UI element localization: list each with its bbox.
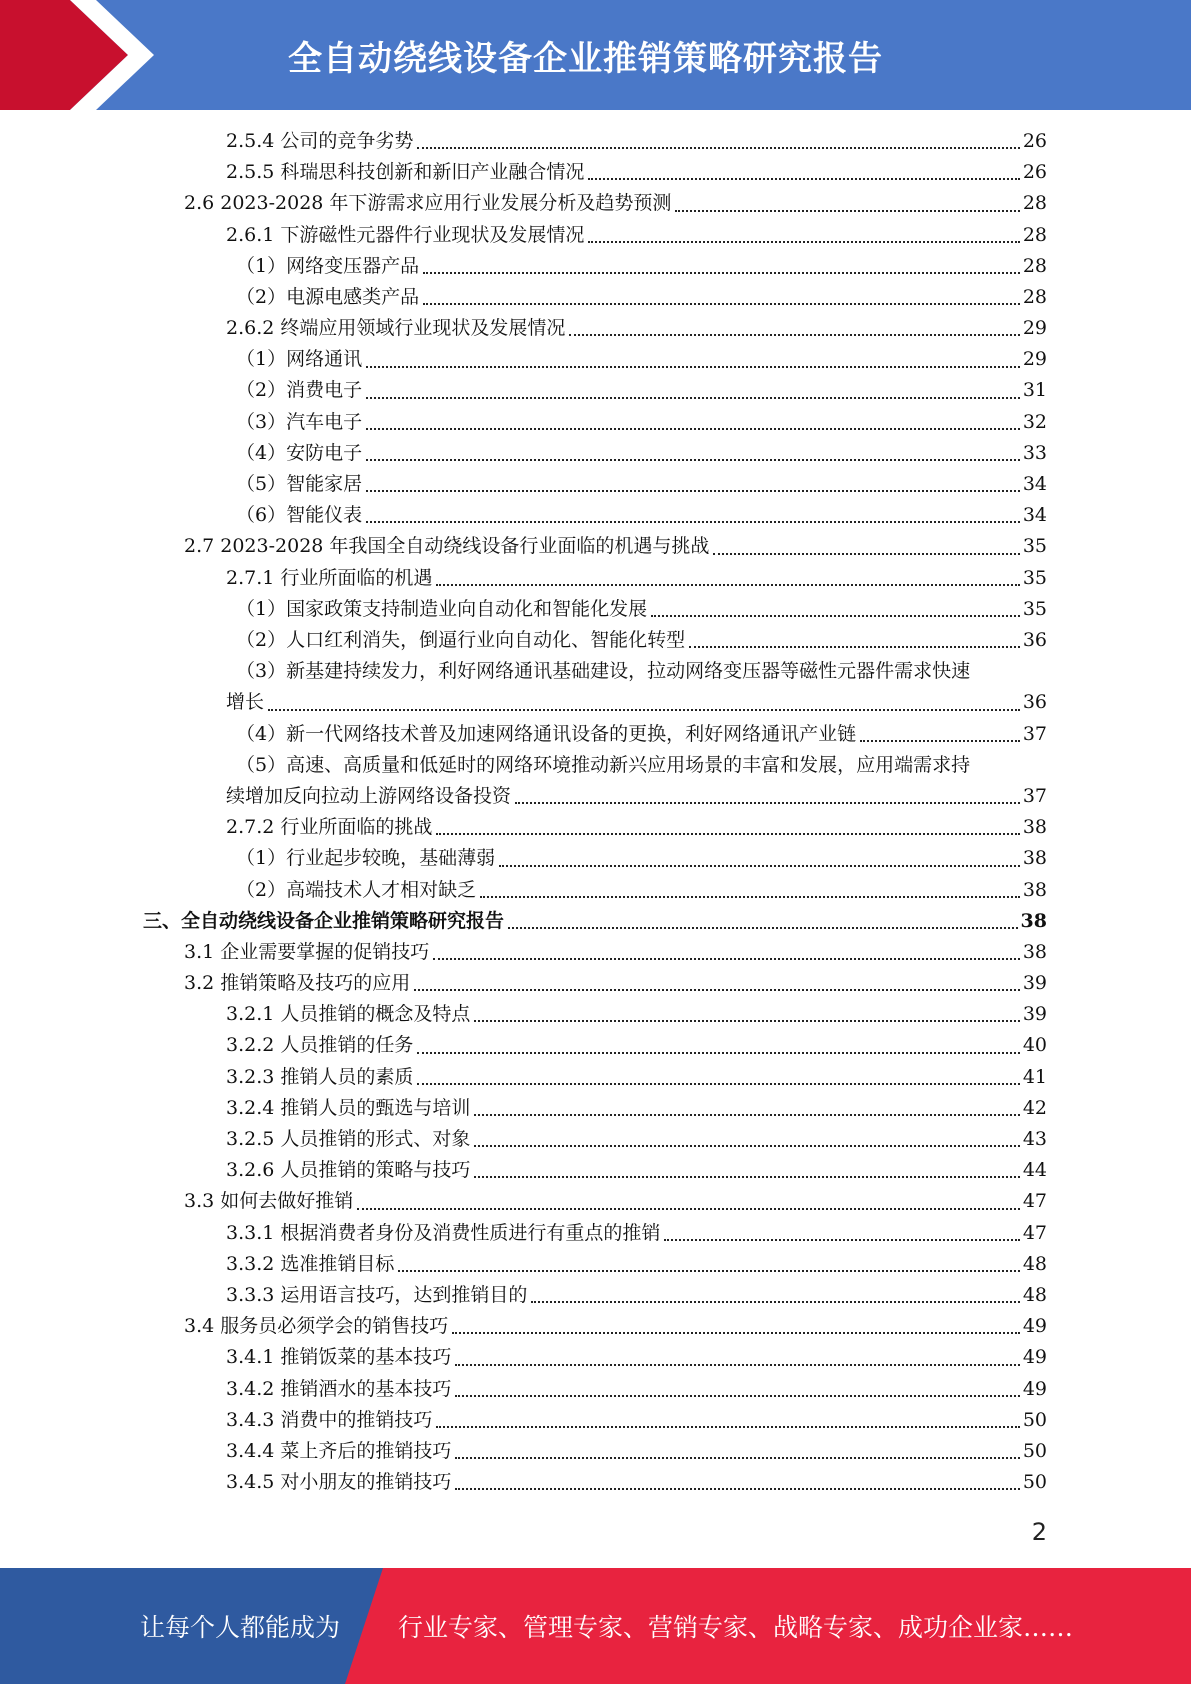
- toc-entry[interactable]: [0, 1062, 1191, 1093]
- toc-page-number: 32: [1022, 410, 1047, 433]
- toc-dot-leader: [417, 147, 1019, 149]
- toc-entry[interactable]: [0, 438, 1191, 469]
- toc-dot-leader: [366, 459, 1020, 461]
- toc-page-number: 26: [1022, 129, 1047, 152]
- toc-dot-leader: [433, 958, 1020, 960]
- toc-entry-title: 2.5.4 公司的竞争劣势: [226, 129, 414, 152]
- toc-dot-leader: [508, 927, 1018, 929]
- toc-entry[interactable]: [0, 812, 1191, 843]
- toc-page-number: 36: [1022, 691, 1047, 714]
- toc-entry-title: （2）人口红利消失，倒逼行业向自动化、智能化转型: [236, 628, 686, 651]
- toc-entry[interactable]: [0, 500, 1191, 531]
- toc-dot-leader: [357, 1208, 1020, 1210]
- toc-entry-title: 2.6 2023-2028 年下游需求应用行业发展分析及趋势预测: [184, 192, 672, 215]
- toc-page-number: 36: [1022, 628, 1047, 651]
- toc-entry-title: （2）消费电子: [236, 379, 363, 402]
- toc-dot-leader: [651, 615, 1020, 617]
- toc-page-number: 29: [1022, 317, 1047, 340]
- toc-dot-leader: [860, 740, 1020, 742]
- toc-page-number: 42: [1022, 1096, 1047, 1119]
- toc-entry-title: 3.3 如何去做好推销: [184, 1190, 354, 1213]
- toc-entry[interactable]: [0, 563, 1191, 594]
- toc-page-number: 48: [1022, 1283, 1047, 1306]
- toc-entry-title: 3.4.4 菜上齐后的推销技巧: [226, 1439, 452, 1462]
- toc-entry[interactable]: [0, 1311, 1191, 1342]
- toc-entry[interactable]: [0, 1342, 1191, 1373]
- toc-entry-title: 3.4.1 推销饭菜的基本技巧: [226, 1346, 452, 1369]
- toc-entry[interactable]: [0, 407, 1191, 438]
- toc-entry-title: 2.7 2023-2028 年我国全自动绕线设备行业面临的机遇与挑战: [184, 535, 710, 558]
- toc-page-number: 49: [1022, 1346, 1047, 1369]
- toc-page-number: 35: [1022, 597, 1047, 620]
- toc-dot-leader: [436, 833, 1019, 835]
- toc-dot-leader: [366, 428, 1020, 430]
- toc-entry[interactable]: [0, 999, 1191, 1030]
- toc-entry[interactable]: [0, 656, 1191, 718]
- toc-page-number: 47: [1022, 1221, 1047, 1244]
- page-footer: [0, 1568, 1191, 1684]
- toc-entry-title: （5）智能家居: [236, 473, 363, 496]
- toc-entry-title: （2）电源电感类产品: [236, 285, 420, 308]
- toc-dot-leader: [474, 1176, 1019, 1178]
- toc-entry-title: 2.5.5 科瑞思科技创新和新旧产业融合情况: [226, 161, 585, 184]
- toc-entry-title-continued: 续增加反向拉动上游网络设备投资: [226, 784, 512, 807]
- toc-dot-leader: [268, 709, 1020, 711]
- toc-dot-leader: [366, 490, 1020, 492]
- header-arrow-decoration: [0, 0, 170, 110]
- toc-dot-leader: [569, 334, 1019, 336]
- toc-entry[interactable]: [0, 1093, 1191, 1124]
- toc-page-number: 38: [1022, 816, 1047, 839]
- toc-page-number: 38: [1020, 909, 1047, 932]
- toc-dot-leader: [455, 1364, 1019, 1366]
- toc-entry-title: 3.2.6 人员推销的策略与技巧: [226, 1159, 471, 1182]
- toc-entry[interactable]: [0, 313, 1191, 344]
- page-header: [0, 0, 1191, 110]
- toc-page-number: 29: [1022, 348, 1047, 371]
- toc-entry-title: 3.1 企业需要掌握的促销技巧: [184, 940, 430, 963]
- toc-dot-leader: [689, 646, 1020, 648]
- toc-entry-title: （4）安防电子: [236, 441, 363, 464]
- toc-dot-leader: [664, 1239, 1019, 1241]
- toc-entry-title: （5）高速、高质量和低延时的网络环境推动新兴应用场景的丰富和发展，应用端需求持: [236, 753, 971, 776]
- toc-entry-title: 3.2.2 人员推销的任务: [226, 1034, 414, 1057]
- toc-entry-title: 3.2.4 推销人员的甄选与培训: [226, 1096, 471, 1119]
- toc-entry-title: 2.7.1 行业所面临的机遇: [226, 566, 433, 589]
- toc-entry[interactable]: [0, 469, 1191, 500]
- toc-dot-leader: [499, 865, 1020, 867]
- toc-entry[interactable]: [0, 282, 1191, 313]
- toc-entry-title: （3）汽车电子: [236, 410, 363, 433]
- toc-entry-title: （3）新基建持续发力，利好网络通讯基础建设，拉动网络变压器等磁性元器件需求快速: [236, 660, 971, 683]
- toc-entry-title: 3.4.3 消费中的推销技巧: [226, 1408, 433, 1431]
- toc-entry-title: 3.4.2 推销酒水的基本技巧: [226, 1377, 452, 1400]
- toc-dot-leader: [414, 989, 1020, 991]
- toc-entry[interactable]: [0, 1374, 1191, 1405]
- toc-entry-title: （2）高端技术人才相对缺乏: [236, 878, 477, 901]
- toc-page-number: 37: [1022, 784, 1047, 807]
- toc-dot-leader: [480, 896, 1020, 898]
- toc-entry[interactable]: [0, 1467, 1191, 1498]
- toc-entry[interactable]: [0, 1124, 1191, 1155]
- toc-page-number: 50: [1022, 1439, 1047, 1462]
- toc-page-number: 49: [1022, 1377, 1047, 1400]
- toc-page-number: 37: [1022, 722, 1047, 745]
- toc-entry[interactable]: [0, 376, 1191, 407]
- toc-entry-title: 3.2.5 人员推销的形式、对象: [226, 1128, 471, 1151]
- toc-entry-continuation: [226, 781, 1047, 812]
- toc-entry[interactable]: [0, 625, 1191, 656]
- toc-dot-leader: [474, 1145, 1019, 1147]
- toc-entry-title: （1）国家政策支持制造业向自动化和智能化发展: [236, 597, 648, 620]
- toc-dot-leader: [455, 1488, 1019, 1490]
- toc-page-number: 35: [1022, 535, 1047, 558]
- toc-dot-leader: [423, 272, 1020, 274]
- toc-entry[interactable]: [0, 1436, 1191, 1467]
- toc-page-number: 35: [1022, 566, 1047, 589]
- toc-page-number: 26: [1022, 161, 1047, 184]
- toc-entry-title: 3.2.1 人员推销的概念及特点: [226, 1003, 471, 1026]
- toc-page-number: 38: [1022, 847, 1047, 870]
- toc-entry[interactable]: [0, 968, 1191, 999]
- toc-page-number: 48: [1022, 1252, 1047, 1275]
- toc-dot-leader: [417, 1052, 1019, 1054]
- toc-entry-title: （1）网络通讯: [236, 348, 363, 371]
- toc-entry-title: （1）网络变压器产品: [236, 254, 420, 277]
- toc-page-number: 41: [1022, 1065, 1047, 1088]
- toc-dot-leader: [366, 366, 1020, 368]
- toc-page-number: 49: [1022, 1315, 1047, 1338]
- toc-entry[interactable]: [0, 1155, 1191, 1186]
- toc-entry[interactable]: [0, 875, 1191, 906]
- header-title: 全自动绕线设备企业推销策略研究报告: [288, 38, 883, 79]
- toc-page-number: 44: [1022, 1159, 1047, 1182]
- toc-entry-title: 3.3.3 运用语言技巧，达到推销目的: [226, 1283, 528, 1306]
- toc-entry[interactable]: [0, 937, 1191, 968]
- toc-entry[interactable]: [0, 594, 1191, 625]
- page-number: 2: [1031, 1518, 1047, 1546]
- toc-entry-title: （6）智能仪表: [236, 504, 363, 527]
- toc-page-number: 34: [1022, 504, 1047, 527]
- toc-entry[interactable]: [0, 188, 1191, 219]
- toc-page-number: 47: [1022, 1190, 1047, 1213]
- toc-entry-title: 3.4 服务员必须学会的销售技巧: [184, 1315, 449, 1338]
- toc-page-number: 33: [1022, 441, 1047, 464]
- toc-page-number: 28: [1022, 223, 1047, 246]
- toc-entry-title: 3.4.5 对小朋友的推销技巧: [226, 1471, 452, 1494]
- toc-dot-leader: [455, 1457, 1019, 1459]
- toc-page-number: 34: [1022, 473, 1047, 496]
- toc-dot-leader: [588, 178, 1019, 180]
- toc-dot-leader: [713, 553, 1019, 555]
- toc-entry[interactable]: [0, 1030, 1191, 1061]
- toc-page-number: 39: [1022, 972, 1047, 995]
- toc-page-number: 38: [1022, 878, 1047, 901]
- toc-entry[interactable]: [0, 843, 1191, 874]
- toc-dot-leader: [436, 1426, 1019, 1428]
- toc-entry-title: 3.3.2 选准推销目标: [226, 1252, 395, 1275]
- toc-page-number: 28: [1022, 285, 1047, 308]
- toc-page-number: 39: [1022, 1003, 1047, 1026]
- table-of-contents: [0, 126, 1191, 1498]
- toc-entry[interactable]: [0, 531, 1191, 562]
- toc-entry[interactable]: [0, 906, 1191, 937]
- toc-entry-title: （4）新一代网络技术普及加速网络通讯设备的更换，利好网络通讯产业链: [236, 722, 857, 745]
- toc-entry[interactable]: [0, 126, 1191, 157]
- toc-dot-leader: [452, 1332, 1020, 1334]
- toc-dot-leader: [675, 210, 1019, 212]
- toc-dot-leader: [436, 584, 1019, 586]
- toc-page-number: 28: [1022, 254, 1047, 277]
- footer-slogan-left: 让每个人都能成为: [140, 1613, 341, 1642]
- toc-entry[interactable]: [0, 1405, 1191, 1436]
- toc-entry-title: 2.6.1 下游磁性元器件行业现状及发展情况: [226, 223, 585, 246]
- toc-dot-leader: [474, 1114, 1019, 1116]
- toc-dot-leader: [515, 802, 1020, 804]
- toc-dot-leader: [531, 1301, 1019, 1303]
- toc-page-number: 43: [1022, 1128, 1047, 1151]
- toc-entry-title: （1）行业起步较晚，基础薄弱: [236, 847, 496, 870]
- toc-entry-title: 三、全自动绕线设备企业推销策略研究报告: [143, 909, 505, 932]
- toc-entry-title: 3.2.3 推销人员的素质: [226, 1065, 414, 1088]
- toc-entry[interactable]: [0, 344, 1191, 375]
- toc-entry[interactable]: [0, 750, 1191, 812]
- toc-dot-leader: [588, 241, 1019, 243]
- toc-page-number: 28: [1022, 192, 1047, 215]
- toc-dot-leader: [423, 303, 1020, 305]
- toc-entry-title: 2.6.2 终端应用领域行业现状及发展情况: [226, 317, 566, 340]
- toc-entry-title: 3.3.1 根据消费者身份及消费性质进行有重点的推销: [226, 1221, 661, 1244]
- toc-entry-title: 3.2 推销策略及技巧的应用: [184, 972, 411, 995]
- toc-entry[interactable]: [0, 220, 1191, 251]
- footer-slogan-right: 行业专家、管理专家、营销专家、战略专家、成功企业家……: [398, 1613, 1074, 1642]
- toc-entry[interactable]: [0, 719, 1191, 750]
- toc-page-number: 38: [1022, 940, 1047, 963]
- toc-entry[interactable]: [0, 1280, 1191, 1311]
- toc-dot-leader: [455, 1395, 1019, 1397]
- toc-page-number: 50: [1022, 1408, 1047, 1431]
- toc-entry-title-continued: 增长: [226, 691, 265, 714]
- toc-dot-leader: [366, 521, 1020, 523]
- toc-entry-title: 2.7.2 行业所面临的挑战: [226, 816, 433, 839]
- toc-page-number: 40: [1022, 1034, 1047, 1057]
- toc-dot-leader: [417, 1083, 1019, 1085]
- toc-page-number: 31: [1022, 379, 1047, 402]
- toc-dot-leader: [398, 1270, 1019, 1272]
- toc-entry-continuation: [226, 687, 1047, 718]
- toc-entry[interactable]: [0, 251, 1191, 282]
- toc-dot-leader: [474, 1020, 1019, 1022]
- toc-entry[interactable]: [0, 1249, 1191, 1280]
- toc-entry[interactable]: [0, 157, 1191, 188]
- toc-page-number: 50: [1022, 1471, 1047, 1494]
- toc-entry[interactable]: [0, 1186, 1191, 1217]
- toc-dot-leader: [366, 397, 1020, 399]
- toc-entry[interactable]: [0, 1218, 1191, 1249]
